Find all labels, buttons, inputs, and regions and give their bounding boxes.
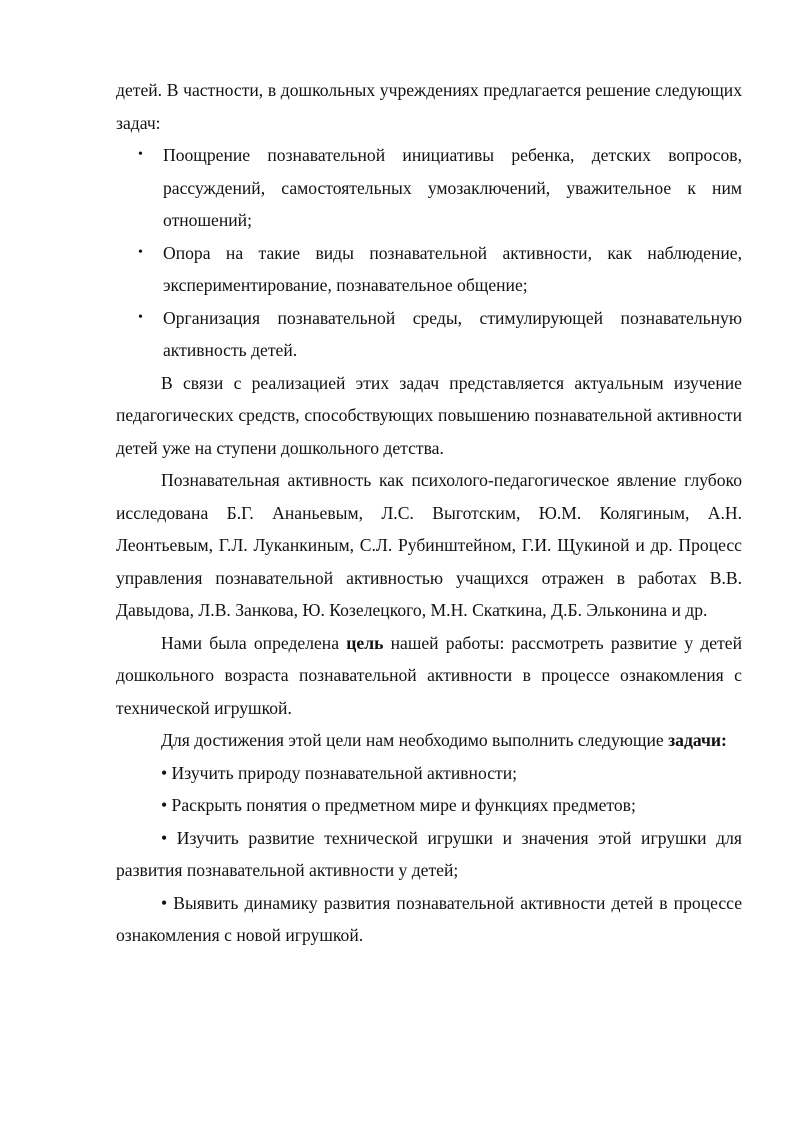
tasks-intro-text: Для достижения этой цели нам необходимо выполнить следующие [161,730,669,750]
list-item [116,139,742,237]
bullet-icon: • [138,309,143,325]
bullet-icon: • [138,147,143,162]
goal-text-after: нашей работы: рассмотреть развитие у детей дошкольного возраста познавательной активности в процессе ознакомления с технической игрушкой. [116,632,743,718]
tasks-keyword: задачи: [668,730,727,750]
tasks-intro-paragraph [116,724,742,757]
goal-keyword: цель [346,632,384,653]
list-item [116,302,742,367]
goal-paragraph [116,627,742,725]
task-item: • Раскрыть понятия о предметном мире и функциях предметов; [161,795,636,815]
bullet-icon: • [138,244,143,260]
document-page [116,74,742,952]
list-item-text: Опора на такие виды познавательной активности, как наблюдение, экспериментирование, познавательное общение; [163,242,742,295]
intro-paragraph: детей. В частности, в дошкольных учреждениях предлагается решение следующих задач: [116,80,742,133]
research-paragraph: Познавательная активность как психолого-педагогическое явление глубоко исследована Б.Г. Ананьевым, Л.С. Выготским, Ю.М. Колягиным, А.Н. Леонтьевым, Г.Л. Луканкиным, С.Л. Рубинштейном, Г.И. Щукиной и др. Процесс управления познавательной активностью учащихся отражен в работах В.В. Давыдова, Л.В. Занкова, Ю. Козелецкого, М.Н. Скаткина, Д.Б. Эльконина и др. [116,470,742,620]
list-item [116,237,742,302]
task-item: • Выявить динамику развития познавательной активности детей в процессе ознакомления с новой игрушкой. [116,892,742,945]
list-item-text: Поощрение познавательной инициативы ребенка, детских вопросов, рассуждений, самостоятельных умозаключений, уважительное к ним отношений; [163,145,742,230]
goal-text-before: Нами была определена [161,632,347,653]
list-item-text: Организация познавательной среды, стимулирующей познавательную активность детей. [163,307,742,360]
relevance-paragraph: В связи с реализацией этих задач представляется актуальным изучение педагогических средств, способствующих повышению познавательной активности детей уже на ступени дошкольного детства. [116,372,742,458]
task-item: • Изучить развитие технической игрушки и значения этой игрушки для развития познавательной активности у детей; [116,827,742,880]
task-item: • Изучить природу познавательной активности; [161,762,518,783]
preschool-tasks-list [116,139,742,367]
